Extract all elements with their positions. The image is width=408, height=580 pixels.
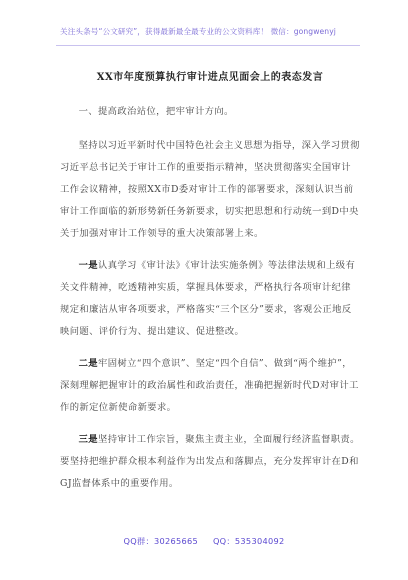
footer-qq: QQ：535304092	[212, 536, 285, 546]
paragraph-intro: 坚持以习近平新时代中国特色社会主义思想为指导，深入学习贯彻习近平总书记关于审计工作的重要指示精神，坚决贯彻落实全国审计工作会议精神，按照XX市D委对审计工作的部署要求，深刻认识当前审计工作面临的新形势新任务新要求，切实把思想和行动统一到D中央关于加强对审计工作领导的重大决策部署上来。	[60, 140, 360, 239]
footer-qq-group: QQ群：30265665	[123, 536, 199, 546]
footer-contact	[0, 536, 408, 547]
header-promo-text: 关注头条号“公文研究”，获得最新最全最专业的公文资料库！ 微信：gongwenyj	[60, 27, 336, 36]
section-heading-1: 一、提高政治站位，把牢审计方向。	[78, 106, 234, 117]
header-divider	[56, 45, 360, 46]
paragraph-point-1	[60, 255, 360, 343]
paragraph-point-3	[60, 429, 360, 495]
point-3-text: 坚持审计工作宗旨，聚焦主责主业，全面履行经济监督职责。要坚持把维护群众根本利益作为出发点和落脚点，充分发挥审计在D和GJ监督体系中的重要作用。	[60, 434, 360, 489]
document-body	[60, 64, 360, 505]
document-title: XX市年度预算执行审计进点见面会上的表态发言	[96, 72, 324, 83]
point-1-text: 认真学习《审计法》《审计法实施条例》等法律法规和上级有关文件精神，吃透精神实质，掌握具体要求，严格执行各项审计纪律规定和廉洁从审各项要求，严格落实“三个区分”要求，客观公正地反映问题、评价行为、提出建议、促进整改。	[60, 260, 356, 337]
point-1-lead: 一是	[78, 260, 98, 271]
paragraph-point-2	[60, 353, 360, 419]
point-2-text: 牢固树立“四个意识”、坚定“四个自信”、做到“两个维护”，深刻理解把握审计的政治属性和政治责任，准确把握新时代D对审计工作的新定位新使命新要求。	[60, 358, 359, 413]
point-2-lead: 二是	[78, 358, 98, 369]
point-3-lead: 三是	[78, 434, 98, 445]
